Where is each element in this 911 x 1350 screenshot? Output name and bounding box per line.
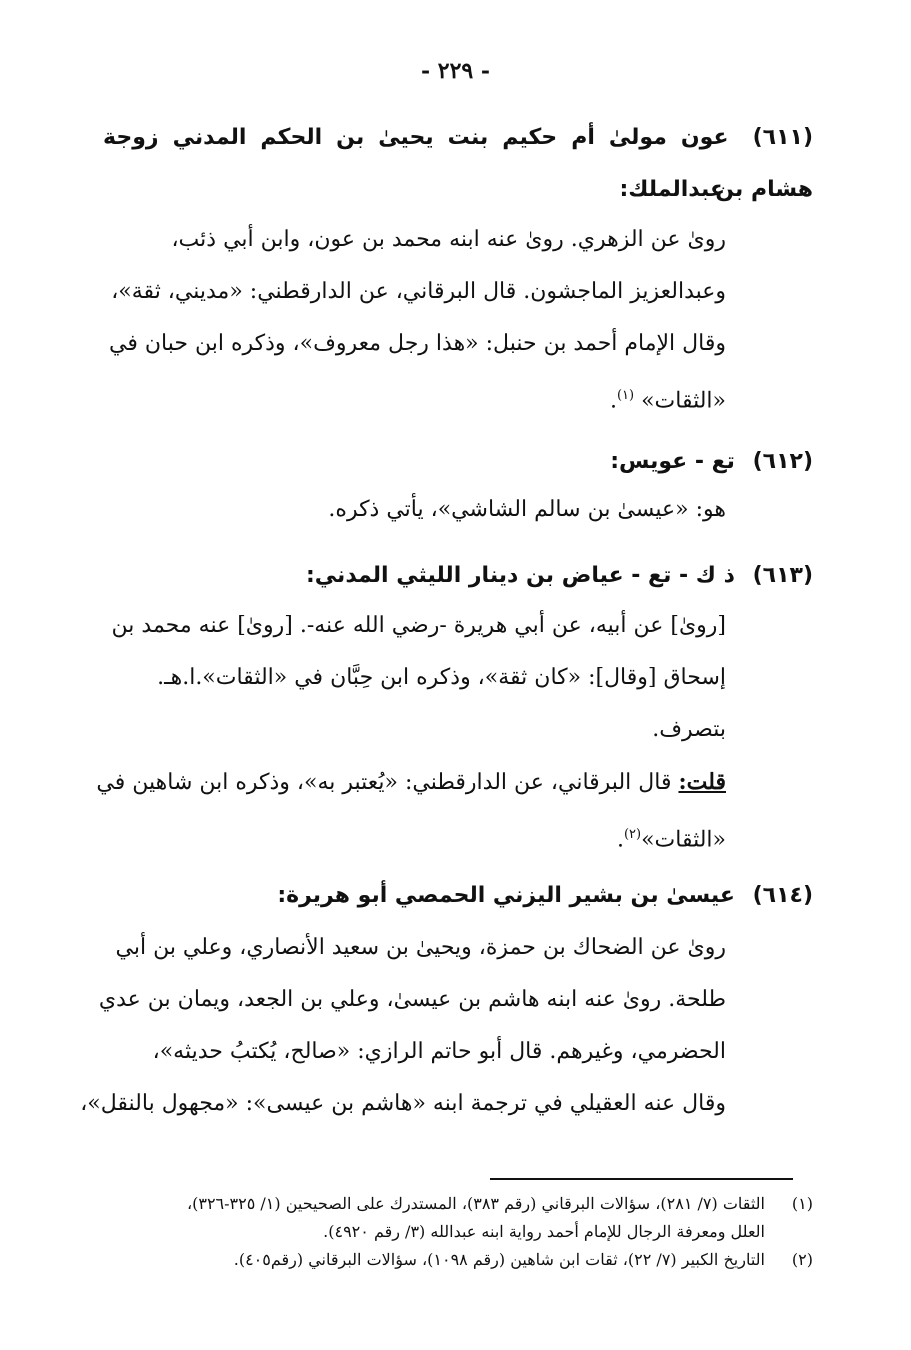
entry-number: (٦١١) [752,125,813,150]
entry-number: (٦١٣) [752,563,813,588]
entry-title: عون مولىٰ أم حكيم بنت يحيىٰ بن الحكم المدني زوجة هشام بن [103,125,813,202]
text-line: [روىٰ] عن أبيه، عن أبي هريرة -رضي الله عنه-. [روىٰ] عنه محمد بن [111,613,726,638]
entry-title: ذ ك - تع - عياض بن دينار الليثي المدني: [306,563,735,588]
text-line: وقال الإمام أحمد بن حنبل: «هذا رجل معروف»، وذكره ابن حبان في [109,331,726,356]
text-line: «الثقات» $^{(١)}$. [609,388,726,414]
footnote: (٢)التاريخ الكبير (٧/ ٢٢)، ثقات ابن شاهين (رقم ١٠٩٨)، سؤالات البرقاني (رقم٤٠٥). [233,1250,813,1269]
entry-body-611 [96,214,726,427]
text-line: الحضرمي، وغيرهم. قال أبو حاتم الرازي: «صالح، يُكتبُ حديثه»، [152,1039,726,1064]
page-number: - ٢٢٩ - [420,58,491,84]
footnote-ref: (٢) [623,827,642,842]
entry-title: عيسىٰ بن بشير اليزني الحمصي أبو هريرة: [277,883,735,908]
entry-heading-611-cont: عبدالملك: [619,177,725,202]
entry-body-613 [96,600,726,866]
entry-number: (٦١٤) [752,883,813,908]
text-line: قلت: قال البرقاني، عن الدارقطني: «يُعتبر به»، وذكره ابن شاهين في [96,769,726,795]
footnotes [98,1190,813,1274]
text-line: روىٰ عن الزهري. روىٰ عنه ابنه محمد بن عون، وابن أبي ذئب، [171,227,726,252]
text-line: إسحاق [وقال]: «كان ثقة»، وذكره ابن حِبَّان في «الثقات».ا.هـ. [157,665,726,690]
text-line: «الثقات»$^{(٢)}$. [616,827,726,853]
footnote-separator [490,1178,793,1180]
entry-body-612 [96,484,726,536]
text-line: بتصرف. [652,717,726,742]
entry-heading-614 [103,870,813,922]
qult-label: قلت: [678,769,726,795]
text-line: وعبدالعزيز الماجشون. قال البرقاني، عن الدارقطني: «مديني، ثقة»، [111,279,726,304]
footnote: (١)الثقات (٧/ ٢٨١)، سؤالات البرقاني (رقم ٣٨٣)، المستدرك على الصحيحين (١/ ٣٢٥-٣٢٦)، [186,1194,813,1213]
entry-body-614 [80,922,726,1130]
entry-heading-613 [103,550,813,602]
text-line: هو: «عيسىٰ بن سالم الشاشي»، يأتي ذكره. [328,497,726,522]
footnote: العلل ومعرفة الرجال للإمام أحمد رواية ابنه عبدالله (٣/ رقم ٤٩٢٠). [323,1222,765,1241]
text-line: وقال عنه العقيلي في ترجمة ابنه «هاشم بن عيسى»: «مجهول بالنقل»، [80,1091,726,1116]
text-line: طلحة. روىٰ عنه ابنه هاشم بن عيسىٰ، وعلي بن الجعد، ويمان بن عدي [98,987,726,1012]
entry-number: (٦١٢) [752,449,813,474]
text-line: روىٰ عن الضحاك بن حمزة، ويحيىٰ بن سعيد الأنصاري، وعلي بن أبي [115,935,726,960]
footnote-ref: (١) [616,388,635,403]
entry-title: تع - عويس: [610,449,735,474]
entry-heading-612 [103,436,813,488]
